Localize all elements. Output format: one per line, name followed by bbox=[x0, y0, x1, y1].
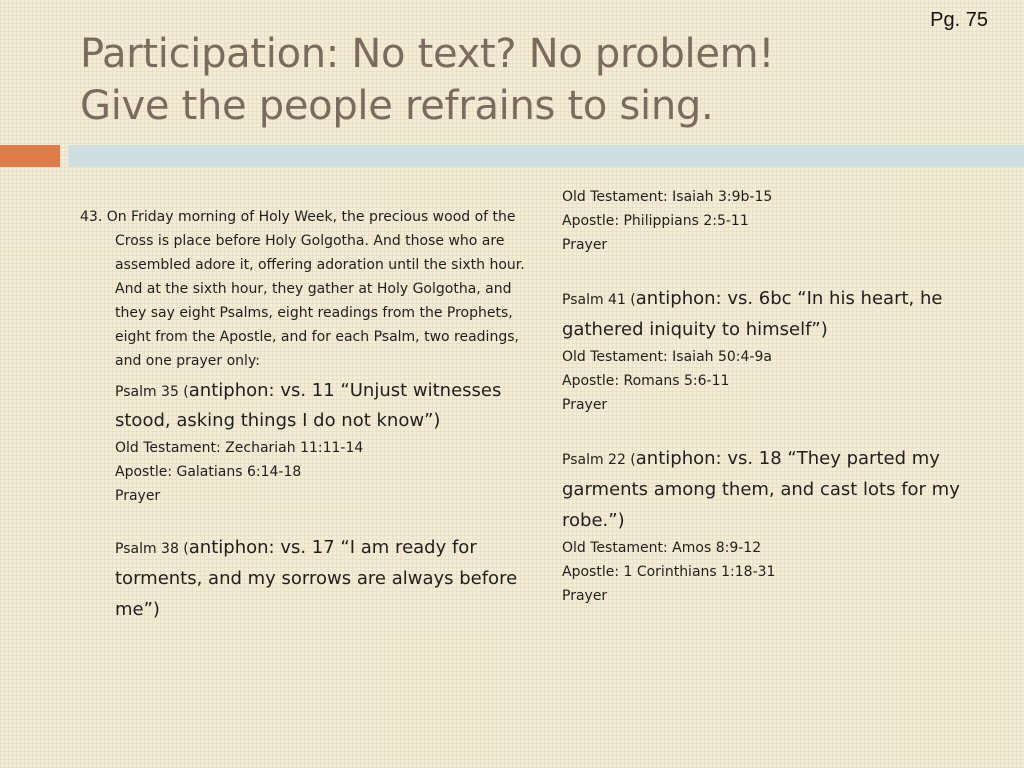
psalm-35-ot: Old Testament: Zechariah 11:11-14 bbox=[115, 440, 364, 456]
spacer bbox=[562, 417, 982, 443]
psalm-35-entry bbox=[80, 376, 540, 436]
psalm-35-apostle: Apostle: Galatians 6:14-18 bbox=[115, 464, 302, 480]
psalm-41-label: Psalm 41 ( bbox=[562, 292, 636, 308]
psalm-38-entry bbox=[80, 532, 540, 625]
spacer bbox=[80, 508, 540, 532]
psalm-22-label: Psalm 22 ( bbox=[562, 452, 636, 468]
left-column bbox=[80, 205, 540, 625]
block1-apostle: Apostle: Philippians 2:5-11 bbox=[562, 213, 749, 229]
psalm-38-label: Psalm 38 ( bbox=[115, 541, 189, 557]
accent-bar-blue bbox=[68, 145, 1024, 167]
slide-title bbox=[80, 28, 980, 132]
psalm-41-apostle: Apostle: Romans 5:6-11 bbox=[562, 373, 730, 389]
psalm-22-antiphon: antiphon: vs. 18 “They parted my garments among them, and cast lots for my robe.”) bbox=[562, 448, 960, 531]
psalm-22-apostle: Apostle: 1 Corinthians 1:18-31 bbox=[562, 564, 776, 580]
psalm-41-ot: Old Testament: Isaiah 50:4-9a bbox=[562, 349, 772, 365]
psalm-35-label: Psalm 35 ( bbox=[115, 384, 189, 400]
intro-paragraph: 43. On Friday morning of Holy Week, the precious wood of the Cross is place before Holy Golgotha. And those who are assembled adore it, offering adoration until the sixth hour. And at the sixth hour, they gather at Holy Golgotha, and they say eight Psalms, eight readings from the Prophets, eight from the Apostle, and for each Psalm, two readings, and one prayer only: bbox=[80, 209, 525, 369]
title-line-1: Participation: No text? No problem! bbox=[80, 31, 775, 77]
psalm-35-prayer: Prayer bbox=[115, 488, 161, 504]
block1-prayer: Prayer bbox=[562, 237, 608, 253]
psalm-22-ot: Old Testament: Amos 8:9-12 bbox=[562, 540, 762, 556]
block1-ot: Old Testament: Isaiah 3:9b-15 bbox=[562, 189, 773, 205]
title-line-2: Give the people refrains to sing. bbox=[80, 83, 714, 129]
right-column bbox=[562, 185, 982, 608]
psalm-22-entry bbox=[562, 443, 982, 536]
psalm-22-prayer: Prayer bbox=[562, 588, 608, 604]
psalm-41-antiphon: antiphon: vs. 6bc “In his heart, he gathered iniquity to himself”) bbox=[562, 288, 943, 340]
page-number: Pg. 75 bbox=[930, 9, 988, 31]
psalm-35-antiphon: antiphon: vs. 11 “Unjust witnesses stood, asking things I do not know”) bbox=[115, 380, 502, 431]
psalm-41-prayer: Prayer bbox=[562, 397, 608, 413]
accent-bar-orange bbox=[0, 145, 60, 167]
spacer bbox=[562, 257, 982, 283]
psalm-41-entry bbox=[562, 283, 982, 345]
psalm-38-antiphon: antiphon: vs. 17 “I am ready for torments, and my sorrows are always before me”) bbox=[115, 537, 518, 620]
